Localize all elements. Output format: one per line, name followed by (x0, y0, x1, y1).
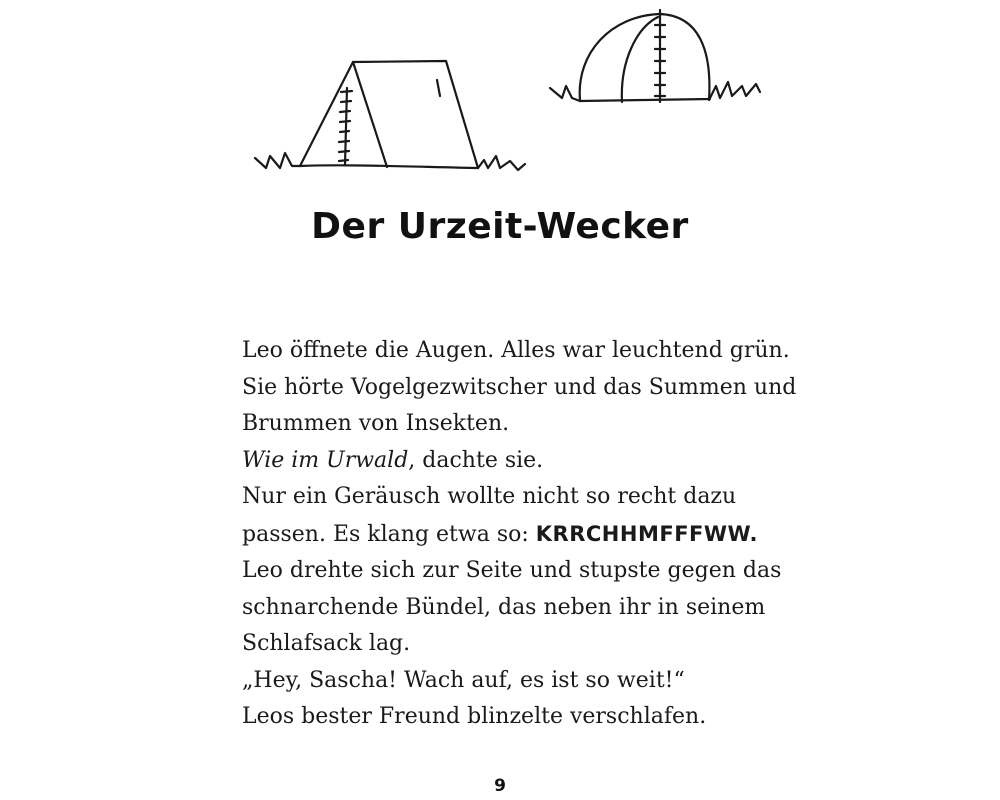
text-fragment: passen. Es klang etwa so: (242, 521, 536, 547)
text-fragment: , dachte sie. (408, 447, 544, 473)
text-line: schnarchende Bündel, das neben ihr in seinem (242, 594, 766, 620)
text-line: Sie hörte Vogelgezwitscher und das Summen und (242, 374, 797, 400)
dome-tent-icon (580, 10, 710, 102)
text-line: Leo öffnete die Augen. Alles war leuchtend grün. (242, 338, 790, 363)
text-line: Brummen von Insekten. (242, 411, 510, 436)
grass-tuft-icon (255, 153, 525, 170)
page-number: 9 (494, 776, 506, 796)
text-line (242, 516, 802, 554)
text-line: Nur ein Geräusch wollte nicht so recht dazu (242, 484, 737, 509)
chapter-title: Der Urzeit-Wecker (311, 206, 689, 247)
text-line: Leos bester Freund blinzelte verschlafen. (242, 704, 707, 729)
tent-illustration (0, 0, 1000, 200)
text-line: „Hey, Sascha! Wach auf, es ist so weit!“ (242, 667, 685, 693)
text-line: Schlafsack lag. (242, 631, 411, 656)
italic-phrase: Wie im Urwald (242, 447, 409, 473)
text-line (242, 443, 802, 480)
text-line: Leo drehte sich zur Seite und stupste gegen das (242, 558, 782, 583)
sound-effect: KRRCHHMFFFWW. (535, 521, 758, 546)
body-text (242, 333, 802, 736)
a-frame-tent-icon (300, 61, 478, 168)
